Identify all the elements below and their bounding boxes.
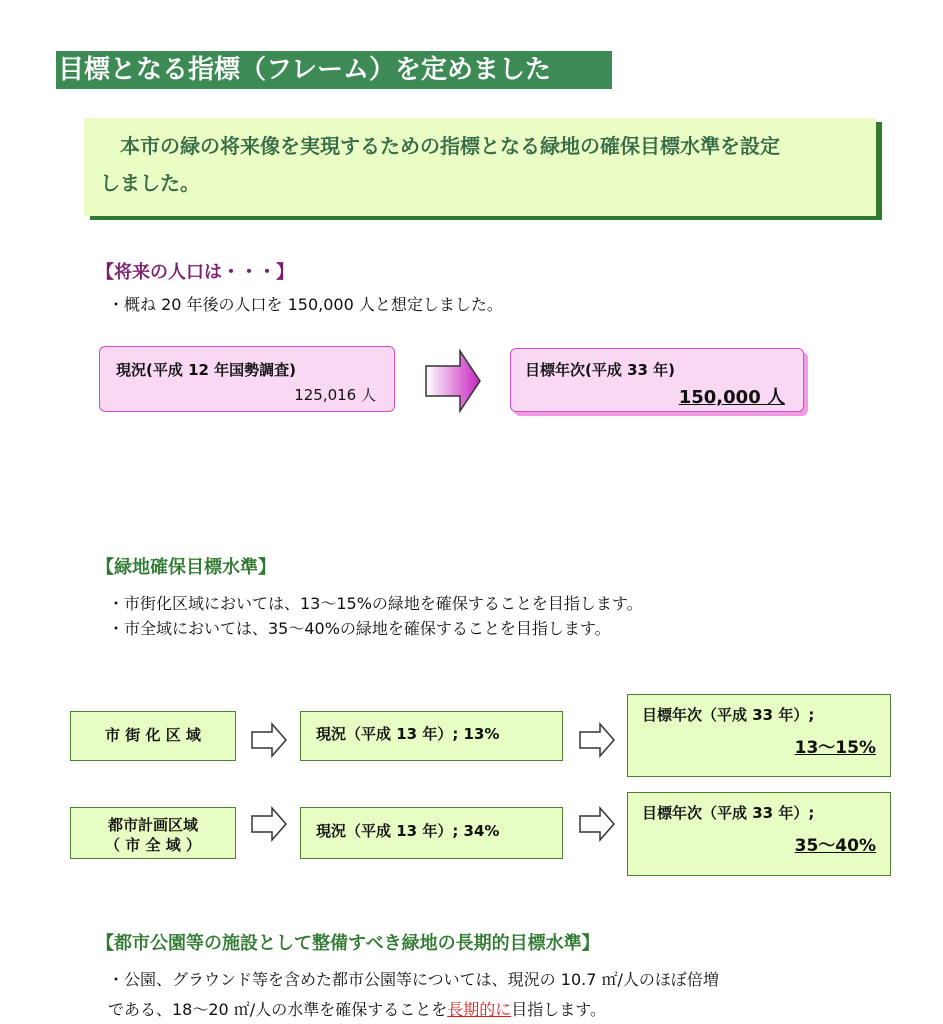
population-target-box <box>510 348 804 412</box>
population-current-value: 125,016 人 <box>294 386 376 404</box>
intro-box <box>84 118 876 216</box>
green-standard-heading: 【緑地確保目標水準】 <box>96 557 276 578</box>
target-label: 目標年次（平成 33 年）; <box>642 706 815 724</box>
park-standard-heading: 【都市公園等の施設として整備すべき緑地の長期的目標水準】 <box>96 933 600 954</box>
area-box-urbanization <box>70 711 236 761</box>
page-title: 目標となる指標（フレーム）を定めました <box>56 51 612 89</box>
area-box-city-planning <box>70 807 236 859</box>
park-standard-line-2-a: である、18～20 ㎡/人の水準を確保することを <box>108 1000 448 1019</box>
target-box-urbanization <box>627 694 891 777</box>
current-box-urbanization <box>300 711 563 761</box>
park-standard-line-1: ・公園、グラウンド等を含めた都市公園等については、現況の 10.7 ㎡/人のほぼ倍増 <box>108 970 719 989</box>
green-standard-bullet-1: ・市街化区域においては、13～15%の緑地を確保することを目指します。 <box>108 594 643 613</box>
intro-line-2: しました。 <box>100 171 200 195</box>
right-arrow-icon <box>578 806 616 842</box>
current-value: 現況（平成 13 年）; 13% <box>316 725 500 743</box>
current-box-city-planning <box>300 807 563 859</box>
right-arrow-icon <box>250 722 288 758</box>
right-arrow-icon <box>578 722 616 758</box>
area-label-sub: （ 市 全 域 ） <box>105 836 201 854</box>
target-label: 目標年次（平成 33 年）; <box>642 804 815 822</box>
current-value: 現況（平成 13 年）; 34% <box>316 822 500 840</box>
target-value: 35～40% <box>794 836 876 856</box>
park-standard-line-2-b: 目指します。 <box>511 1000 606 1019</box>
right-arrow-icon <box>250 806 288 842</box>
intro-line-1: 本市の緑の将来像を実現するための指標となる緑地の確保目標水準を設定 <box>120 134 780 158</box>
population-current-box <box>99 346 395 412</box>
park-standard-line-2 <box>108 998 606 1022</box>
population-current-label: 現況(平成 12 年国勢調査) <box>116 361 297 379</box>
population-bullet: ・概ね 20 年後の人口を 150,000 人と想定しました。 <box>108 295 503 314</box>
park-standard-emphasis: 長期的に <box>447 1000 512 1019</box>
green-standard-bullet-2: ・市全域においては、35～40%の緑地を確保することを目指します。 <box>108 619 611 638</box>
right-arrow-icon <box>424 348 482 414</box>
target-box-city-planning <box>627 792 891 876</box>
area-label: 市 街 化 区 域 <box>105 726 201 744</box>
population-target-label: 目標年次(平成 33 年) <box>525 361 676 379</box>
area-label: 都市計画区域 <box>107 816 198 834</box>
population-heading: 【将来の人口は・・・】 <box>96 262 294 283</box>
population-target-value: 150,000 人 <box>678 387 785 408</box>
target-value: 13～15% <box>794 738 876 758</box>
